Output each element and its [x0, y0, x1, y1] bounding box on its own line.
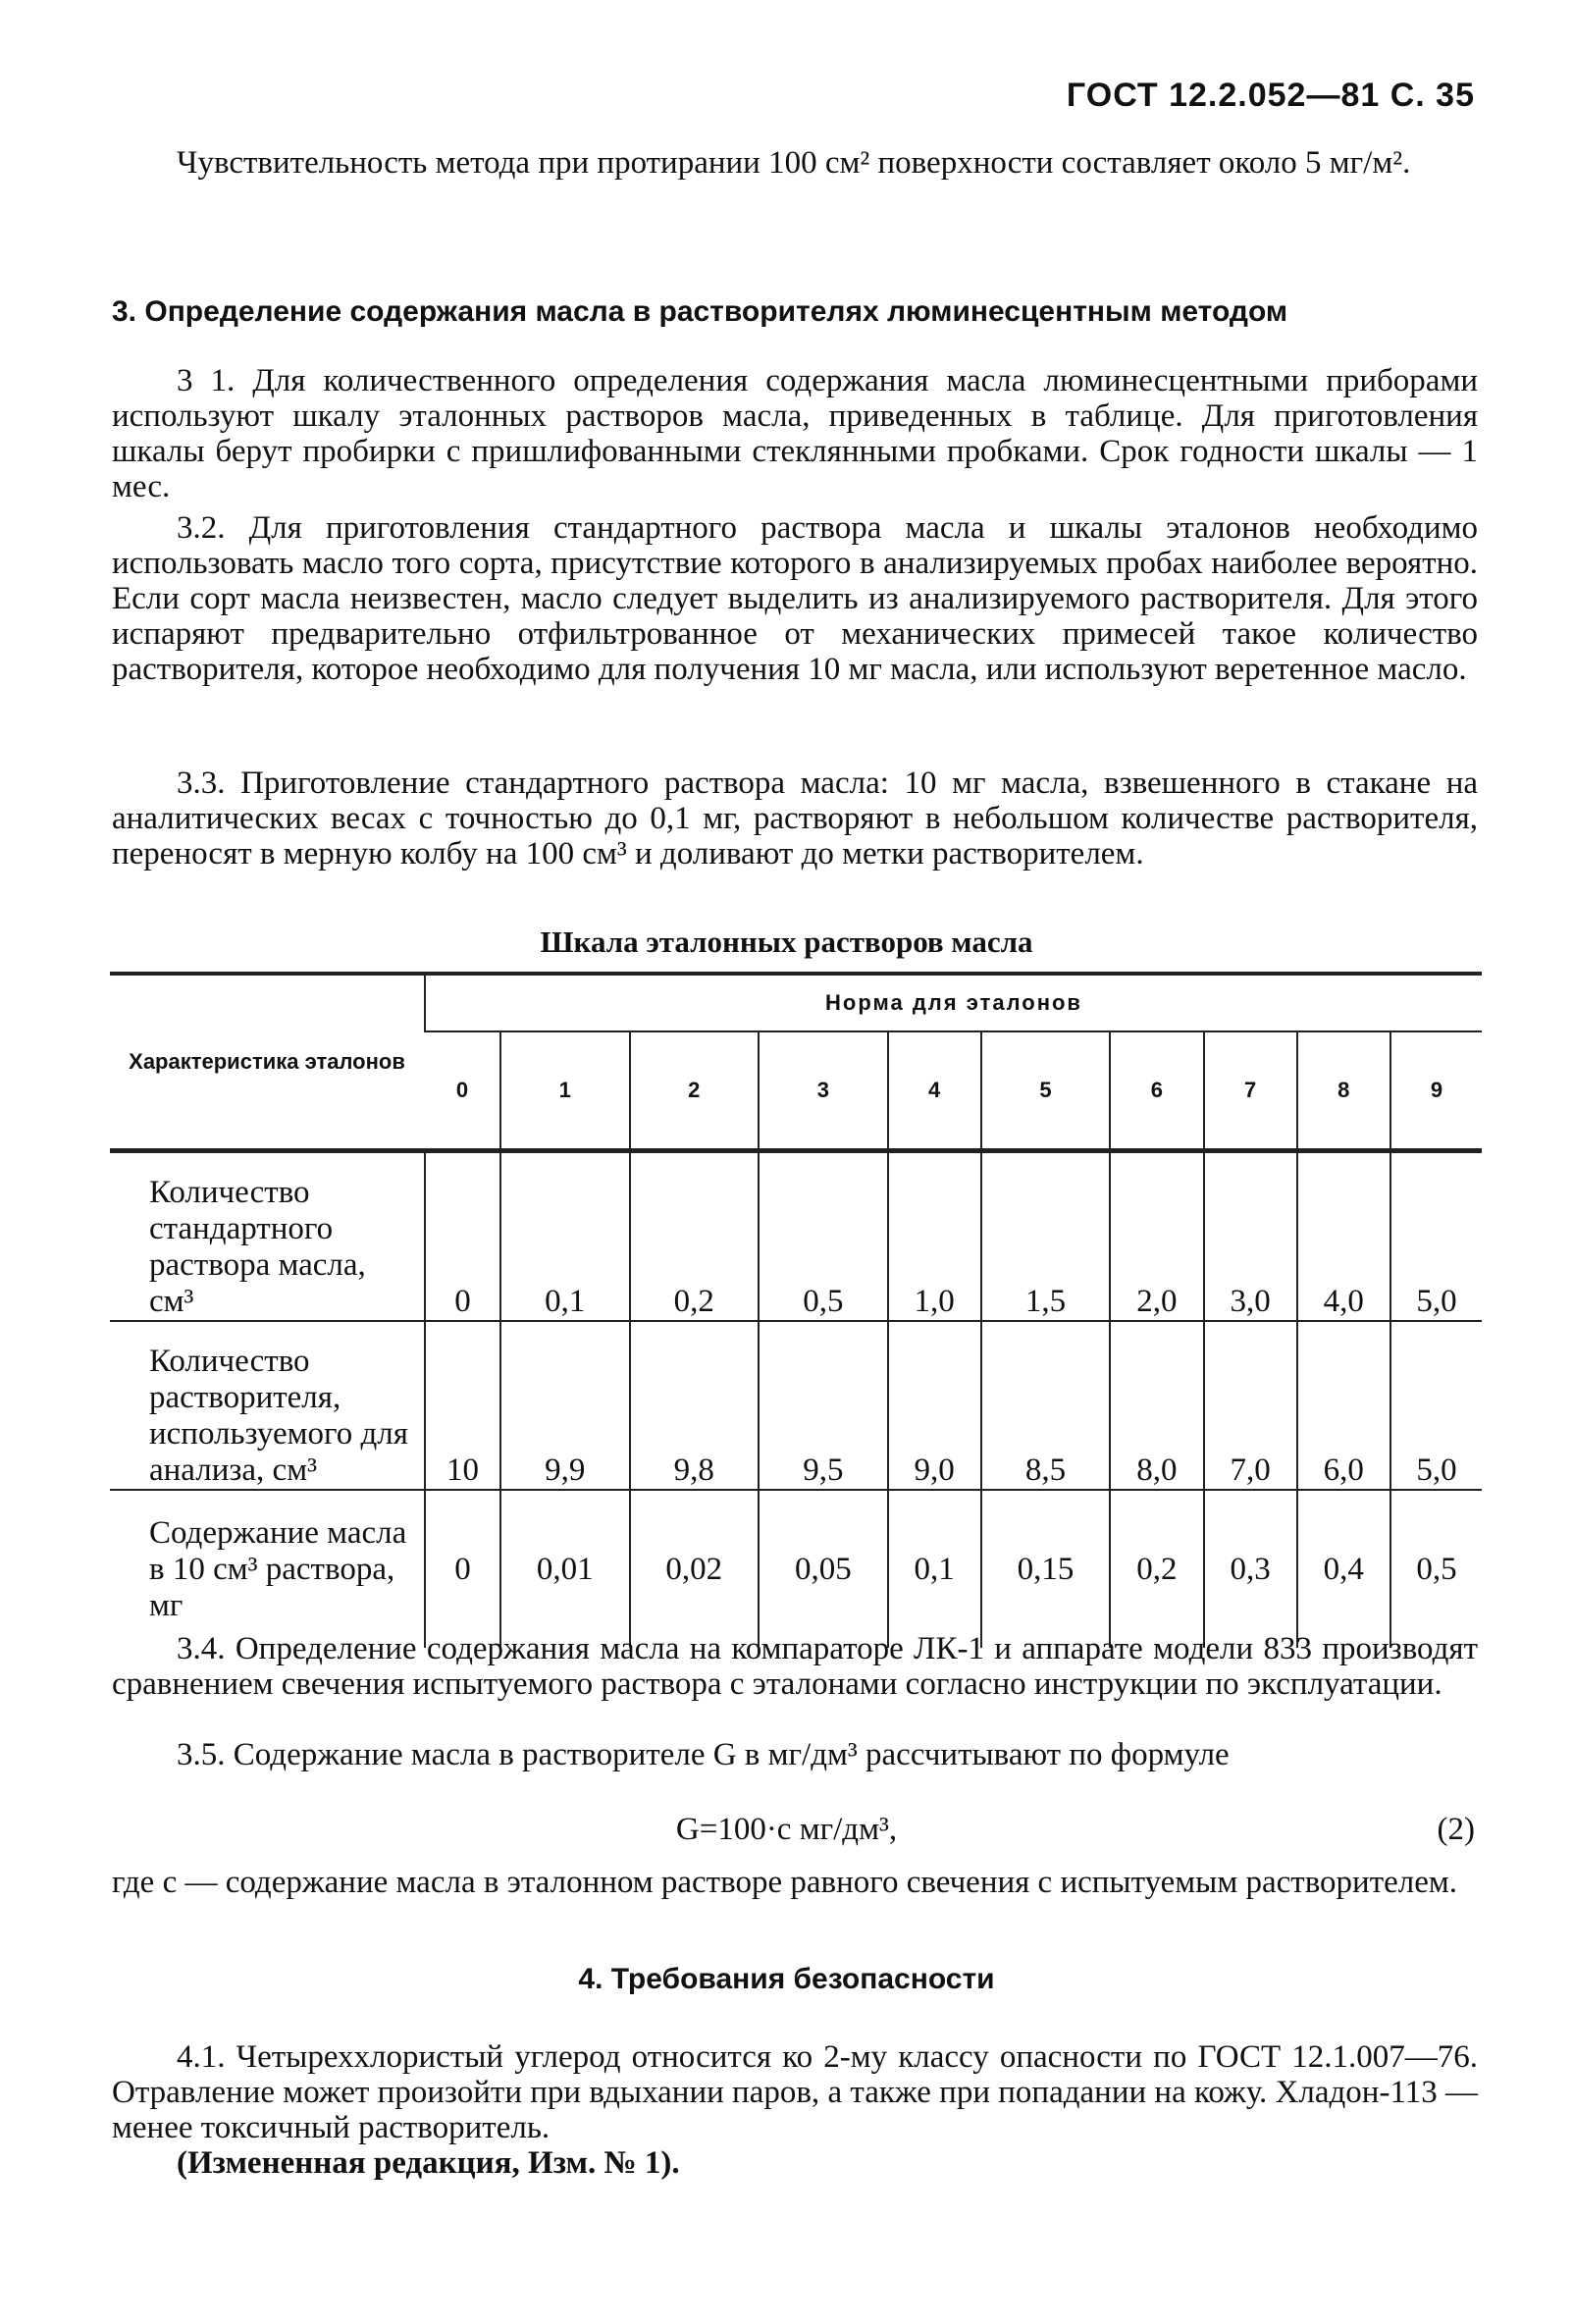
table-cell: 0	[425, 1490, 500, 1648]
amendment-note: (Измененная редакция, Изм. № 1).	[177, 2145, 680, 2181]
table-cell: 9,0	[888, 1321, 981, 1490]
table-cell: 0,5	[1390, 1490, 1482, 1648]
column-number: 5	[981, 1031, 1111, 1151]
column-number: 2	[630, 1031, 760, 1151]
column-header-norm: Норма для эталонов	[425, 974, 1482, 1031]
table-cell: 0,15	[981, 1490, 1111, 1648]
table-cell: 0,4	[1297, 1490, 1390, 1648]
row-label: Количество стандартного раствора масла, см³	[110, 1151, 425, 1322]
table-cell: 6,0	[1297, 1321, 1390, 1490]
table-cell: 8,5	[981, 1321, 1111, 1490]
table-cell: 5,0	[1390, 1151, 1482, 1322]
table-row	[110, 1151, 1482, 1322]
column-number: 3	[759, 1031, 888, 1151]
row-label: Количество растворителя, используемого для анализа, см³	[110, 1321, 425, 1490]
table-cell: 0,1	[500, 1151, 630, 1322]
table-cell: 0,05	[759, 1490, 888, 1648]
table-cell: 0,2	[630, 1151, 760, 1322]
table-title: Шкала эталонных растворов масла	[540, 924, 1033, 959]
table-cell: 7,0	[1204, 1321, 1297, 1490]
paragraph-3-1: 3 1. Для количественного определения содержания масла люминесцентными приборами используют шкалу эталонных растворов масла, приведенных в таблице. Для приготовления шкалы берут пробирки с пришлифованными стеклянными пробками. Срок годности шкалы — 1 мес.	[112, 363, 1478, 504]
formula-number: (2)	[1437, 1812, 1475, 1847]
formula: G=100·c мг/дм³,	[675, 1812, 898, 1847]
table-cell: 9,5	[759, 1321, 888, 1490]
table-cell: 10	[425, 1321, 500, 1490]
column-number: 1	[500, 1031, 630, 1151]
column-number: 7	[1204, 1031, 1297, 1151]
table-cell: 1,5	[981, 1151, 1111, 1322]
table-cell: 9,9	[500, 1321, 630, 1490]
column-number: 4	[888, 1031, 981, 1151]
table-cell: 4,0	[1297, 1151, 1390, 1322]
table-cell: 2,0	[1110, 1151, 1203, 1322]
table-cell: 1,0	[888, 1151, 981, 1322]
table-cell: 0,5	[759, 1151, 888, 1322]
paragraph-3-5: 3.5. Содержание масла в растворителе G в мг/дм³ рассчитывают по формуле	[177, 1737, 1230, 1772]
section-3-title: 3. Определение содержания масла в растворителях люминесцентным методом	[112, 295, 1288, 328]
column-number: 8	[1297, 1031, 1390, 1151]
section-4-title: 4. Требования безопасности	[578, 1963, 995, 1995]
intro-paragraph: Чувствительность метода при протирании 100 см² поверхности составляет около 5 мг/м².	[177, 145, 1411, 181]
table-cell: 3,0	[1204, 1151, 1297, 1322]
paragraph-3-4: 3.4. Определение содержания масла на компараторе ЛК-1 и аппарате модели 833 производят сравнением свечения испытуемого раствора с эталонами согласно инструкции по эксплуатации.	[112, 1631, 1478, 1702]
page-header: ГОСТ 12.2.052—81 С. 35	[1066, 77, 1475, 114]
formula-explanation: где c — содержание масла в эталонном растворе равного свечения с испытуемым растворителем.	[112, 1865, 1458, 1900]
column-header-characteristic: Характеристика эталонов	[110, 974, 425, 1151]
table-cell: 0	[425, 1151, 500, 1322]
column-number: 6	[1110, 1031, 1203, 1151]
table-cell: 0,2	[1110, 1490, 1203, 1648]
paragraph-3-3: 3.3. Приготовление стандартного раствора масла: 10 мг масла, взвешенного в стакане на аналитических весах с точностью до 0,1 мг, растворяют в небольшом количестве растворителя, переносят в мерную колбу на 100 см³ и доливают до метки растворителем.	[112, 766, 1478, 872]
table-cell: 0,1	[888, 1490, 981, 1648]
table-row	[110, 1321, 1482, 1490]
column-number: 0	[425, 1031, 500, 1151]
table-cell: 0,3	[1204, 1490, 1297, 1648]
row-label: Содержание масла в 10 см³ раствора, мг	[149, 1514, 407, 1623]
table-cell: 5,0	[1390, 1321, 1482, 1490]
paragraph-4-1: 4.1. Четыреххлористый углерод относится ко 2-му классу опасности по ГОСТ 12.1.007—76. Отравление может произойти при вдыхании паров, а также при попадании на кожу. Хладон-113 — менее токсичный растворитель.	[112, 2039, 1478, 2145]
paragraph-3-2: 3.2. Для приготовления стандартного раствора масла и шкалы эталонов необходимо использовать масло того сорта, присутствие которого в анализируемых пробах наиболее вероятно. Если сорт масла неизвестен, масло следует выделить из анализируемого растворителя. Для этого испаряют предварительно отфильтрованное от механических примесей такое количество растворителя, которое необходимо для получения 10 мг масла, или используют веретенное масло.	[112, 510, 1478, 687]
table-row	[110, 1490, 1482, 1648]
table-cell: 9,8	[630, 1321, 760, 1490]
table-cell: 0,01	[500, 1490, 630, 1648]
oil-standards-table	[110, 972, 1482, 1648]
table-cell: 8,0	[1110, 1321, 1203, 1490]
column-number: 9	[1390, 1031, 1482, 1151]
table-cell: 0,02	[630, 1490, 760, 1648]
